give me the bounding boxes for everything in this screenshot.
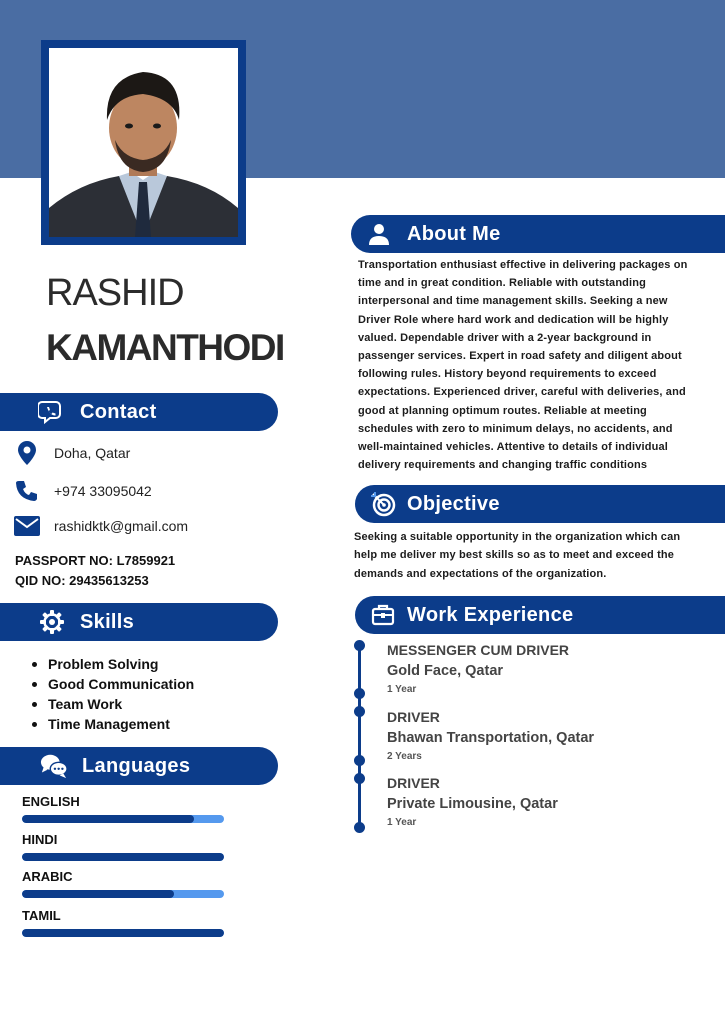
location-text: Doha, Qatar [54, 445, 131, 461]
objective-heading-pill [355, 485, 725, 523]
timeline-dot [354, 755, 365, 766]
languages-heading-pill [0, 747, 278, 785]
contact-location [14, 440, 130, 466]
experience-heading: Work Experience [407, 603, 574, 626]
phone-chat-icon [38, 398, 66, 426]
language-name: TAMIL [22, 908, 61, 923]
job-duration: 2 Years [387, 751, 422, 762]
language-bar-fill [22, 815, 194, 823]
about-line: delivery requirements and changing traffic conditions [358, 459, 648, 472]
about-line: Transportation enthusiast effective in delivering packages on [358, 259, 688, 271]
skills-list [30, 654, 194, 734]
language-bar-fill [22, 890, 174, 898]
timeline-line [358, 645, 361, 830]
about-line: well-maintained vehicles. Attentive to details of individual [358, 441, 668, 454]
objective-text [354, 528, 716, 583]
language-hindi [22, 832, 224, 861]
experience-heading-pill [355, 596, 725, 634]
about-line: following rules. History beyond requirements to exceed [358, 368, 657, 381]
skills-heading-pill [0, 603, 278, 641]
job-role: DRIVER [387, 709, 440, 725]
contact-phone [14, 478, 152, 504]
objective-line: Seeking a suitable opportunity in the organization which can [354, 531, 681, 543]
language-bar [22, 815, 224, 823]
gear-icon [38, 608, 66, 636]
speech-bubbles-icon [40, 752, 68, 780]
language-tamil [22, 908, 224, 937]
profile-photo [49, 48, 238, 237]
about-line: interpersonal and time management skills. Seeking a new [358, 295, 668, 308]
qid-number: QID NO: 29435613253 [15, 573, 149, 588]
contact-heading-pill [0, 393, 278, 431]
timeline-dot [354, 688, 365, 699]
target-icon [369, 490, 397, 518]
language-english [22, 794, 224, 823]
language-bar [22, 853, 224, 861]
list-item: Team Work [30, 694, 194, 714]
about-line: schedules with zero to minimum delays, no accidents, and [358, 422, 673, 435]
languages-heading: Languages [82, 754, 191, 777]
about-line: passenger services. Expert in road safety and diligent about [358, 350, 682, 363]
about-line: valued. Dependable driver with a 2-year background in [358, 331, 652, 344]
timeline-dot [354, 640, 365, 651]
language-name: HINDI [22, 832, 58, 847]
about-line: Driver Role where hard work and dedication will be highly [358, 313, 669, 326]
job-role: MESSENGER CUM DRIVER [387, 642, 570, 658]
job-entry [387, 709, 594, 762]
briefcase-icon [369, 601, 397, 629]
name-last: KAMANTHODI [46, 327, 284, 368]
job-entry [387, 775, 558, 828]
profile-photo-frame [41, 40, 246, 245]
about-line: expectations. Experienced driver, careful with deliveries, and [358, 386, 686, 399]
passport-number: PASSPORT NO: L7859921 [15, 553, 176, 568]
language-name: ARABIC [22, 869, 73, 884]
objective-line: help me deliver my best skills so as to meet and exceed the [354, 549, 675, 562]
envelope-icon [14, 513, 40, 539]
language-name: ENGLISH [22, 794, 80, 809]
about-line: time and in great condition. Reliable with outstanding [358, 277, 646, 290]
job-duration: 1 Year [387, 684, 417, 695]
name-first: RASHID [46, 272, 184, 314]
contact-heading: Contact [80, 400, 157, 423]
language-arabic [22, 869, 224, 898]
about-text [358, 256, 718, 474]
job-entry [387, 642, 569, 695]
job-company: Bhawan Transportation, Qatar [387, 730, 595, 746]
job-company: Gold Face, Qatar [387, 663, 504, 679]
phone-icon [14, 478, 40, 504]
job-role: DRIVER [387, 775, 440, 791]
list-item: Time Management [30, 714, 194, 734]
objective-heading: Objective [407, 492, 500, 515]
email-text[interactable]: rashidktk@gmail.com [54, 518, 189, 534]
language-bar-fill [22, 853, 224, 861]
contact-email [14, 513, 188, 539]
language-bar [22, 929, 224, 937]
person-icon [365, 220, 393, 248]
skills-heading: Skills [80, 610, 135, 633]
timeline-dot [354, 822, 365, 833]
portrait-illustration [49, 48, 238, 237]
list-item: Good Communication [30, 674, 194, 694]
about-heading-pill [351, 215, 725, 253]
about-heading: About Me [407, 222, 501, 245]
about-line: good at planning optimum routes. Reliable at meeting [358, 404, 647, 417]
timeline-dot [354, 773, 365, 784]
language-bar [22, 890, 224, 898]
language-bar-fill [22, 929, 224, 937]
timeline-dot [354, 706, 365, 717]
map-pin-icon [14, 440, 40, 466]
objective-line: demands and expectations of the organization. [354, 567, 607, 580]
list-item: Problem Solving [30, 654, 194, 674]
job-company: Private Limousine, Qatar [387, 796, 558, 812]
phone-text[interactable]: +974 33095042 [54, 483, 152, 499]
job-duration: 1 Year [387, 817, 417, 828]
id-numbers [15, 551, 175, 591]
